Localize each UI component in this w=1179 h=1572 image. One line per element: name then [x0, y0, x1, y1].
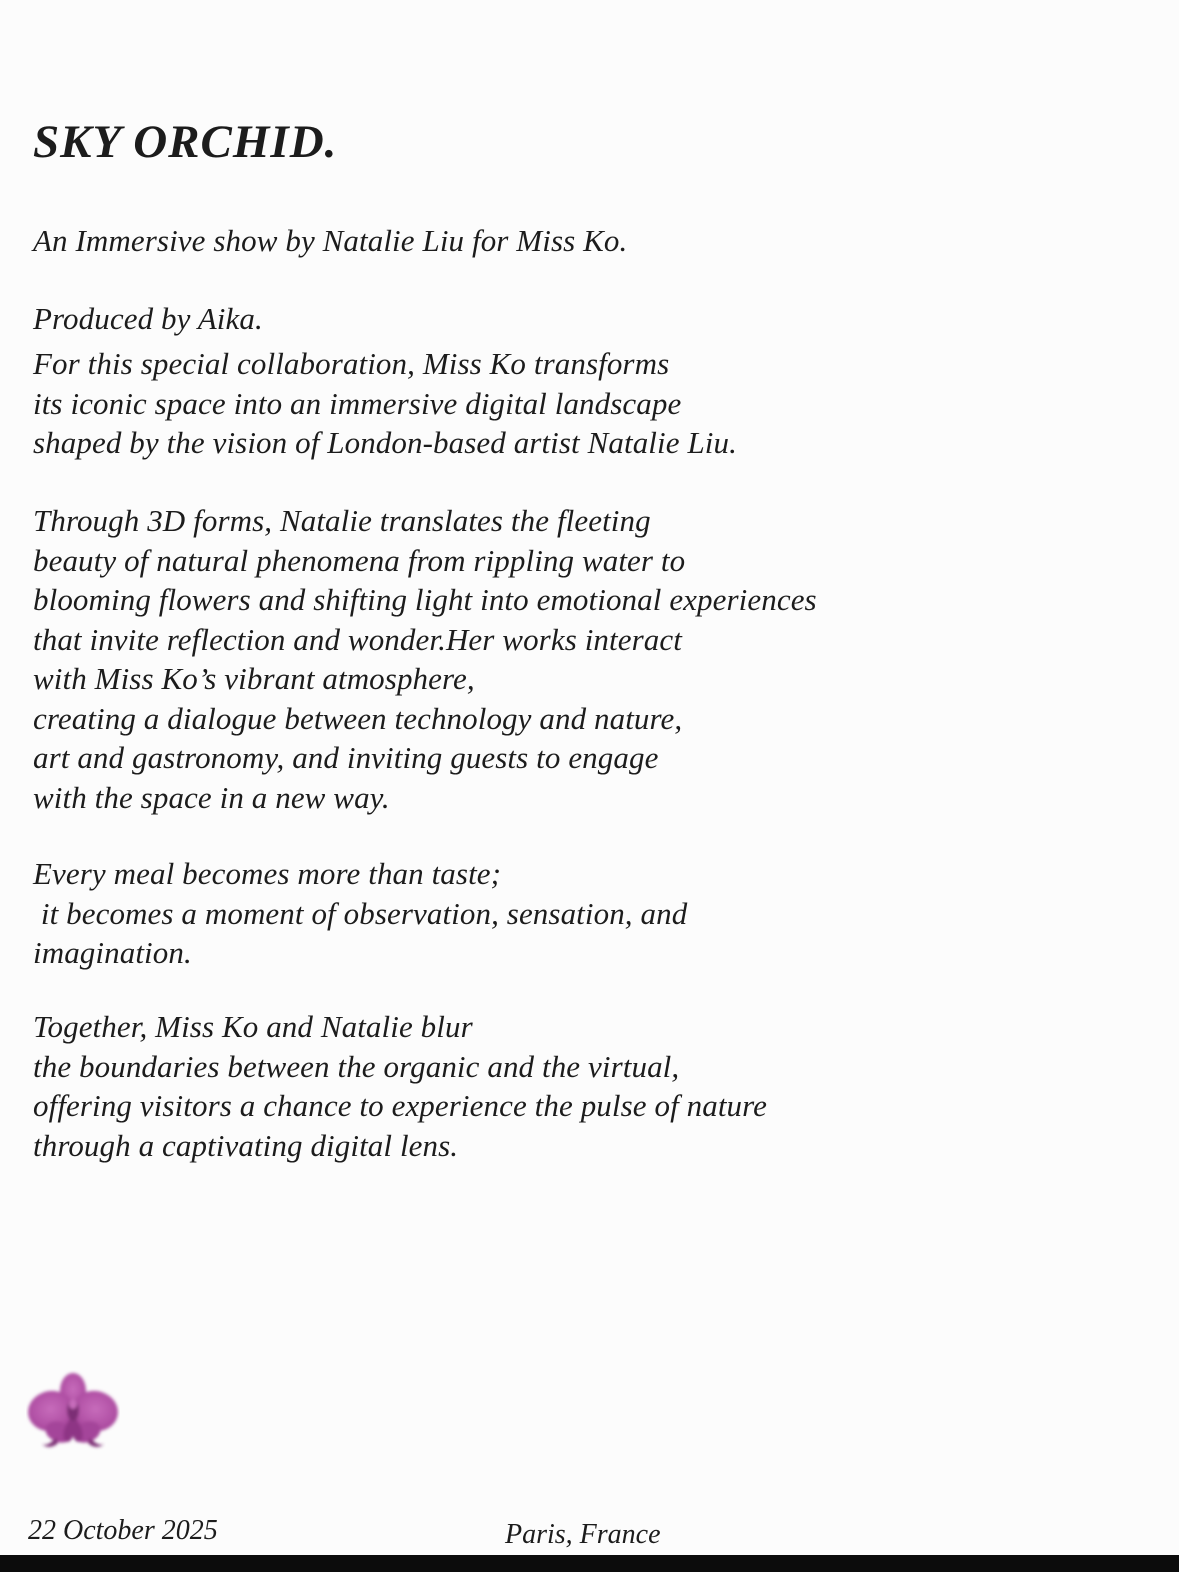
bottom-bar	[0, 1555, 1179, 1572]
text-line: Through 3D forms, Natalie translates the fleeting	[33, 503, 651, 538]
footer-location: Paris, France	[505, 1519, 661, 1550]
text-line: the boundaries between the organic and the virtual,	[33, 1048, 680, 1084]
text-line: Together, Miss Ko and Natalie blur	[33, 1009, 473, 1044]
produced-by-line: Produced by Aika.	[33, 301, 263, 336]
text-line: that invite reflection and wonder.Her works interact	[33, 621, 682, 657]
text-line: through a captivating digital lens.	[33, 1127, 459, 1163]
footer-date: 22 October 2025	[28, 1515, 218, 1546]
text-line: Every meal becomes more than taste;	[33, 856, 502, 891]
text-line: with the space in a new way.	[33, 779, 390, 815]
paragraph-every-meal	[33, 854, 687, 973]
text-line: art and gastronomy, and inviting guests to engage	[33, 740, 659, 775]
page-title: SKY ORCHID.	[33, 116, 338, 169]
subtitle: An Immersive show by Natalie Liu for Miss Ko.	[33, 223, 628, 258]
text-line: shaped by the vision of London-based artist Natalie Liu.	[33, 425, 737, 460]
text-line: it becomes a moment of observation, sensation, and	[33, 895, 688, 931]
text-line: blooming flowers and shifting light into emotional experiences	[33, 582, 817, 617]
text-line: beauty of natural phenomena from rippling water to	[33, 542, 686, 578]
text-line: For this special collaboration, Miss Ko transforms	[33, 346, 670, 381]
text-line: with Miss Ko’s vibrant atmosphere,	[33, 661, 475, 696]
text-line: imagination.	[33, 935, 192, 970]
text-line: creating a dialogue between technology and nature,	[33, 700, 683, 736]
text-line: offering visitors a chance to experience the pulse of nature	[33, 1088, 768, 1123]
paragraph-collaboration	[33, 344, 737, 463]
paragraph-together	[33, 1007, 767, 1165]
paragraph-through-3d-forms	[33, 501, 817, 817]
orchid-flower-icon	[26, 1370, 120, 1462]
text-line: its iconic space into an immersive digital landscape	[33, 385, 682, 421]
